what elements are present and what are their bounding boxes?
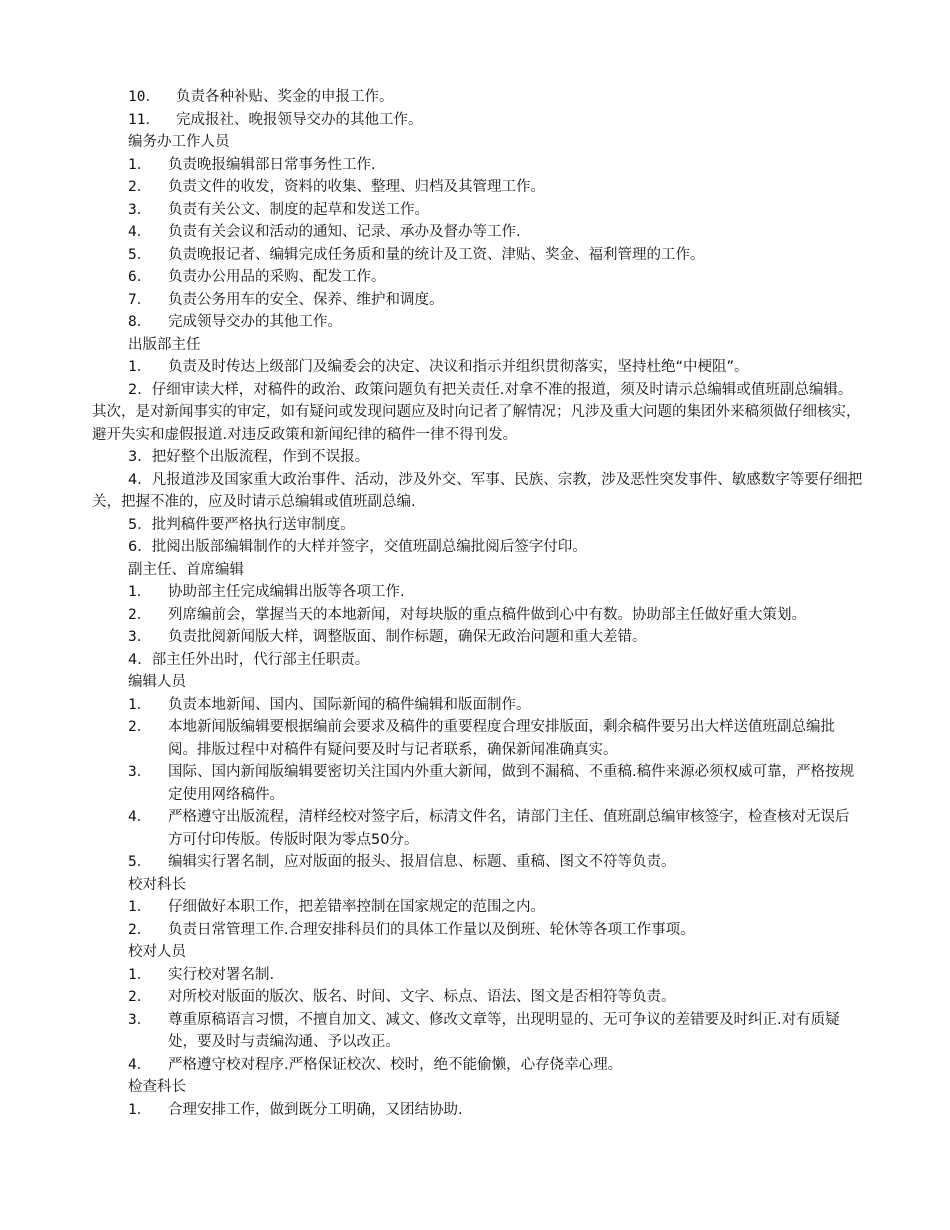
list-item-text: 严格遵守校对程序.严格保证校次、校时，绝不能偷懒，心存侥幸心理。	[168, 1056, 623, 1073]
paragraph: 2．仔细审读大样，对稿件的政治、政策问题负有把关责任.对拿不准的报道，须及时请示总编辑或值班副总编辑。其次，是对新闻事实的审定，如有疑问或发现问题应及时向记者了解情况；凡涉及重大问题的集团外来稿须做仔细核实，避开失实和虚假报道.对违反政策和新闻纪律的稿件一律不得刊发。	[92, 381, 861, 443]
list-item	[0, 806, 950, 851]
list-item-number: 2．	[128, 921, 152, 938]
list-item-number: 6．	[128, 269, 152, 285]
list-item-number: 4．	[128, 809, 152, 825]
section-heading: 副主任、首席编辑	[128, 561, 244, 578]
list-item	[0, 581, 950, 604]
list-item-number: 2．	[128, 179, 152, 195]
list-item-text: 对所校对版面的版次、版名、时间、文字、标点、语法、图文是否相符等负责。	[168, 989, 676, 1005]
list-item-number: 5．	[128, 246, 152, 263]
section-heading: 检查科长	[128, 1079, 186, 1095]
section-heading: 编辑人员	[128, 674, 186, 690]
list-item-number: 5．	[128, 854, 152, 870]
section-heading: 校对人员	[128, 944, 186, 960]
list-item-text: 合理安排工作，做到既分工明确，又团结协助.	[168, 1101, 463, 1118]
list-item	[0, 716, 950, 761]
list-item	[0, 694, 950, 717]
list-item-number: 8．	[128, 314, 152, 330]
list-item-text: 完成报社、晚报领导交办的其他工作。	[176, 111, 423, 128]
list-item-number: 3．	[128, 1011, 152, 1028]
list-item	[0, 626, 950, 649]
list-item	[0, 1054, 950, 1077]
list-item	[0, 221, 950, 244]
list-item-text: 协助部主任完成编辑出版等各项工作.	[168, 584, 405, 600]
list-item	[0, 896, 950, 919]
list-item-text: 列席编前会，掌握当天的本地新闻，对每块版的重点稿件做到心中有数。协助部主任做好重大策划。	[168, 606, 806, 623]
list-item-text: 尊重原稿语言习惯，不擅自加文、减文、修改文章等，出现明显的、无可争议的差错要及时纠正.对有质疑处，要及时与责编沟通、予以改正。	[168, 1011, 840, 1050]
section-heading: 出版部主任	[128, 336, 201, 353]
list-item-text: 负责文件的收发，资料的收集、整理、归档及其管理工作。	[168, 179, 545, 195]
list-item	[0, 1099, 950, 1122]
paragraph: 6．批阅出版部编辑制作的大样并签字，交值班副总编批阅后签字付印。	[128, 539, 587, 555]
list-item-text: 负责有关会议和活动的通知、记录、承办及督办等工作.	[168, 224, 521, 240]
section-heading: 校对科长	[128, 876, 186, 893]
list-item	[0, 266, 950, 289]
list-item-number: 1．	[128, 584, 152, 600]
list-item-number: 1．	[128, 156, 152, 173]
list-item	[0, 356, 950, 379]
list-item-number: 1．	[128, 966, 152, 983]
list-item-number: 4．	[128, 1056, 152, 1073]
list-item-number: 1．	[128, 1101, 152, 1118]
plain-line: 4．部主任外出时，代行部主任职责。	[128, 651, 370, 668]
list-item-text: 本地新闻版编辑要根据编前会要求及稿件的重要程度合理安排版面，剩余稿件要另出大样送值班副总编批阅。排版过程中对稿件有疑问要及时与记者联系，确保新闻准确真实。	[168, 719, 835, 758]
list-item-number: 10．	[128, 89, 160, 105]
list-item-text: 负责办公用品的采购、配发工作。	[168, 269, 386, 285]
list-item-text: 负责晚报编辑部日常事务性工作.	[168, 156, 376, 173]
list-item	[0, 851, 950, 874]
list-item-text: 仔细做好本职工作，把差错率控制在国家规定的范围之内。	[168, 899, 545, 915]
list-item-text: 严格遵守出版流程，清样经校对签字后，标清文件名，请部门主任、值班副总编审核签字，检查核对无误后方可付印传版。传版时限为零点50分。	[168, 809, 850, 848]
list-item-text: 编辑实行署名制，应对版面的报头、报眉信息、标题、重稿、图文不符等负责。	[168, 854, 676, 870]
list-item	[0, 311, 950, 334]
list-item-text: 负责有关公文、制度的起草和发送工作。	[168, 201, 429, 218]
list-item-text: 国际、国内新闻版编辑要密切关注国内外重大新闻，做到不漏稿、不重稿.稿件来源必须权威可靠，严格按规定使用网络稿件。	[168, 764, 855, 803]
list-item-number: 2．	[128, 989, 152, 1005]
list-item-text: 负责公务用车的安全、保养、维护和调度。	[168, 291, 444, 308]
list-item	[0, 176, 950, 199]
paragraph: 5．批判稿件要严格执行送审制度。	[128, 516, 355, 533]
list-item-number: 2．	[128, 719, 152, 735]
list-item	[0, 604, 950, 627]
list-item-number: 1．	[128, 696, 152, 713]
section-heading: 编务办工作人员	[128, 134, 230, 150]
list-item	[0, 244, 950, 267]
list-item-number: 3．	[128, 764, 152, 780]
list-item-number: 4．	[128, 224, 152, 240]
list-item-number: 11．	[128, 111, 160, 128]
list-item	[0, 86, 950, 109]
paragraph: 3．把好整个出版流程，作到不误报。	[128, 449, 370, 465]
list-item-text: 负责各种补贴、奖金的申报工作。	[176, 89, 394, 105]
list-item-text: 负责日常管理工作.合理安排科员们的具体工作量以及倒班、轮休等各项工作事项。	[168, 921, 695, 938]
paragraph: 4．凡报道涉及国家重大政治事件、活动，涉及外交、军事、民族、宗教，涉及恶性突发事件、敏感数字等要仔细把关，把握不准的，应及时请示总编辑或值班副总编.	[92, 471, 863, 510]
list-item	[0, 986, 950, 1009]
list-item-text: 完成领导交办的其他工作。	[168, 314, 342, 330]
list-item-number: 3．	[128, 629, 152, 645]
list-item-number: 2．	[128, 606, 152, 623]
list-item	[0, 199, 950, 222]
list-item	[0, 964, 950, 987]
list-item-number: 7．	[128, 291, 152, 308]
list-item	[0, 919, 950, 942]
list-item-text: 负责晚报记者、编辑完成任务质和量的统计及工资、津贴、奖金、福利管理的工作。	[168, 246, 705, 263]
list-item	[0, 761, 950, 806]
list-item-number: 1．	[128, 899, 152, 915]
list-item	[0, 289, 950, 312]
list-item	[0, 109, 950, 132]
list-item-number: 1．	[128, 359, 152, 375]
list-item-number: 3．	[128, 201, 152, 218]
list-item-text: 负责批阅新闻版大样，调整版面、制作标题，确保无政治问题和重大差错。	[168, 629, 647, 645]
list-item-text: 实行校对署名制.	[168, 966, 275, 983]
list-item-text: 负责及时传达上级部门及编委会的决定、决议和指示并组织贯彻落实，坚持杜绝“中梗阻”。	[168, 359, 749, 375]
document-body	[0, 86, 950, 1121]
list-item-text: 负责本地新闻、国内、国际新闻的稿件编辑和版面制作。	[168, 696, 531, 713]
list-item	[0, 1009, 950, 1054]
list-item	[0, 154, 950, 177]
